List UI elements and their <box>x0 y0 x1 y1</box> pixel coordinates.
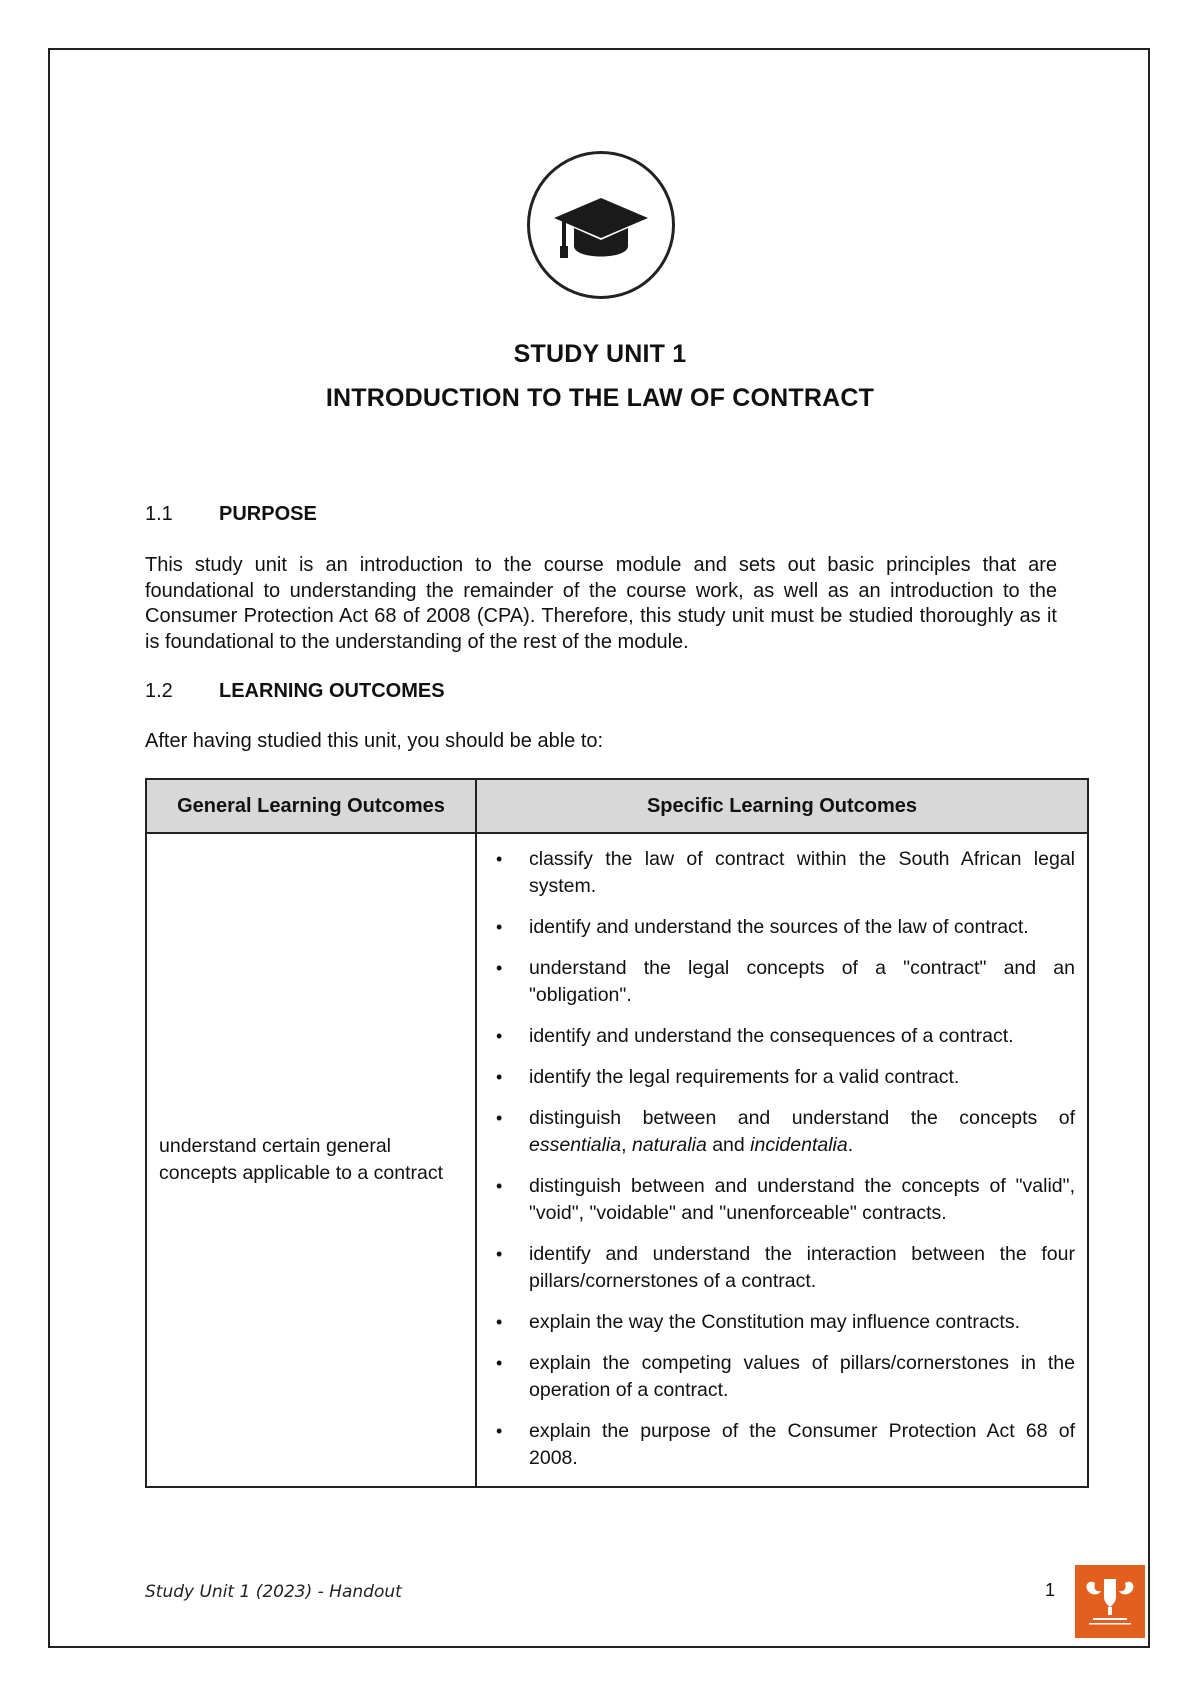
section-label: PURPOSE <box>219 503 317 525</box>
outcomes-intro: After having studied this unit, you should be able to: <box>145 730 604 752</box>
bullet-icon: • <box>496 1108 503 1128</box>
list-item: • identify and understand the consequences of a contract. <box>489 1023 1075 1050</box>
bullet-icon: • <box>496 1312 503 1332</box>
section-number: 1.1 <box>145 503 173 525</box>
section-heading-outcomes <box>145 680 445 703</box>
university-crest-logo <box>1075 1565 1145 1638</box>
graduation-cap-icon <box>527 151 675 299</box>
study-unit-title: STUDY UNIT 1 <box>513 340 687 368</box>
purpose-paragraph: This study unit is an introduction to the course module and sets out basic principles that are foundational to understanding the remainder of the course work, as well as an introduction to the Consumer Protection Act 68 of 2008 (CPA). Therefore, this study unit must be studied thoroughly as it is foundational to the understanding of the rest of the module. <box>145 554 1057 653</box>
section-label: LEARNING OUTCOMES <box>219 680 445 702</box>
list-item: • understand the legal concepts of a "contract" and an "obligation". <box>496 957 1075 1006</box>
table-row <box>146 833 1088 1487</box>
learning-outcomes-table <box>145 778 1089 1488</box>
bullet-icon: • <box>496 958 503 978</box>
list-item: • identify the legal requirements for a valid contract. <box>489 1064 1075 1091</box>
list-item: • classify the law of contract within the South African legal system. <box>496 848 1075 897</box>
section-number: 1.2 <box>145 680 173 702</box>
list-item: • explain the purpose of the Consumer Protection Act 68 of 2008. <box>496 1420 1075 1469</box>
latin-term: naturalia <box>631 1134 707 1156</box>
bullet-icon: • <box>496 1067 503 1087</box>
list-item: • explain the way the Constitution may influence contracts. <box>489 1309 1075 1336</box>
latin-term: essentialia <box>529 1134 622 1156</box>
bullet-icon: • <box>496 1244 503 1264</box>
bullet-icon: • <box>496 917 503 937</box>
column-header-general: General Learning Outcomes <box>146 779 476 833</box>
specific-outcomes-cell <box>476 833 1088 1487</box>
bullet-icon: • <box>496 1353 503 1373</box>
list-item: • distinguish between and understand the concepts of "valid", "void", "voidable" and "unenforceable" contracts. <box>496 1175 1075 1224</box>
list-item: • identify and understand the interaction between the four pillars/cornerstones of a contract. <box>496 1243 1075 1292</box>
footer-label: Study Unit 1 (2023) - Handout <box>145 1582 402 1602</box>
bullet-icon: • <box>496 1026 503 1046</box>
column-header-specific: Specific Learning Outcomes <box>476 779 1088 833</box>
list-item: • distinguish between and understand the concepts of essentialia, naturalia and incidentalia. <box>496 1107 1075 1156</box>
latin-term: incidentalia <box>750 1134 848 1156</box>
section-heading-purpose <box>145 503 317 526</box>
list-item: • explain the competing values of pillars/cornerstones in the operation of a contract. <box>496 1352 1075 1401</box>
bullet-icon: • <box>496 1421 503 1441</box>
list-item: • identify and understand the sources of the law of contract. <box>489 914 1075 941</box>
general-outcome-cell: understand certain general concepts applicable to a contract <box>146 833 476 1487</box>
specific-outcomes-list <box>489 846 1075 1472</box>
page-number: 1 <box>1045 1580 1056 1600</box>
bullet-icon: • <box>496 1176 503 1196</box>
bullet-icon: • <box>496 849 503 869</box>
table-header-row <box>146 779 1088 833</box>
study-unit-subtitle: INTRODUCTION TO THE LAW OF CONTRACT <box>325 384 875 412</box>
